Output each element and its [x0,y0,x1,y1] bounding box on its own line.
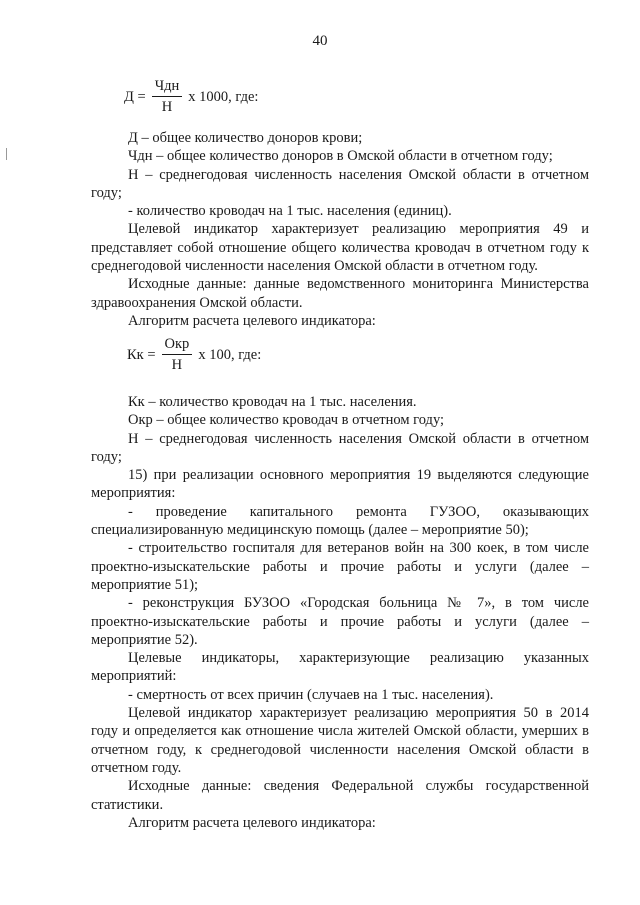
formula-numerator: Окр [162,336,193,355]
paragraph: - количество кроводач на 1 тыс. населения (единиц). [128,203,452,220]
scan-edge-mark [6,148,7,160]
text-block-1 [91,129,589,330]
formula-blood-donations [127,336,261,375]
paragraph: - проведение капитального ремонта ГУЗОО, оказывающих специализированную медицинскую помощь (далее – мероприятие 50); [91,503,589,539]
paragraph: Чдн – общее количество доноров в Омской области в отчетном году; [128,148,553,165]
paragraph: Целевые индикаторы, характеризующие реализацию указанных мероприятий: [91,650,589,685]
formula-lhs: Кк = [127,347,156,363]
paragraph: 15) при реализации основного мероприятия 19 выделяются следующие мероприятия: [91,467,589,502]
paragraph: - реконструкция БУЗОО «Городская больница № 7», в том числе проектно-изыскательские работы и прочие работы и услуги (далее – мероприятие 52). [91,595,589,648]
paragraph: - смертность от всех причин (случаев на 1 тыс. населения). [128,686,494,703]
paragraph: Окр – общее количество кроводач в отчетном году; [128,412,445,429]
paragraph: - строительство госпиталя для ветеранов войн на 300 коек, в том числе проектно-изыскательские работы и прочие работы и услуги (далее – мероприятие 51); [91,540,589,593]
formula-lhs: Д = [124,89,146,105]
formula-denominator: Н [161,99,173,115]
formula-donors [124,78,258,117]
paragraph: Алгоритм расчета целевого индикатора: [128,814,376,831]
page-number: 40 [312,33,328,49]
formula-numerator: Чдн [152,78,183,97]
formula-fraction [162,336,193,375]
paragraph: Целевой индикатор характеризует реализацию мероприятия 50 в 2014 году и определяется как отношение числа жителей Омской области, умерших в отчетном году, к среднегодовой численности населения Омской области в отчетном году. [91,705,589,776]
paragraph: Кк – количество кроводач на 1 тыс. населения. [128,394,417,410]
paragraph: Целевой индикатор характеризует реализацию мероприятия 49 и представляет собой отношение общего количества кроводач в отчетном году к среднегодовой численности населения Омской области в отчетном году. [91,221,589,275]
paragraph: Алгоритм расчета целевого индикатора: [128,312,376,329]
paragraph: Д – общее количество доноров крови; [128,130,363,146]
formula-fraction [152,78,183,117]
paragraph: Исходные данные: сведения Федеральной службы государственной статистики. [91,778,589,813]
formula-rest: х 100, где: [198,347,262,363]
formula-denominator: Н [171,357,183,373]
paragraph: Н – среднегодовая численность населения Омской области в отчетном году; [91,430,589,465]
formula-rest: х 1000, где: [188,89,259,105]
paragraph: Исходные данные: данные ведомственного мониторинга Министерства здравоохранения Омской области. [91,276,589,311]
text-block-2 [91,393,589,832]
paragraph: Н – среднегодовая численность населения Омской области в отчетном году; [91,166,589,201]
